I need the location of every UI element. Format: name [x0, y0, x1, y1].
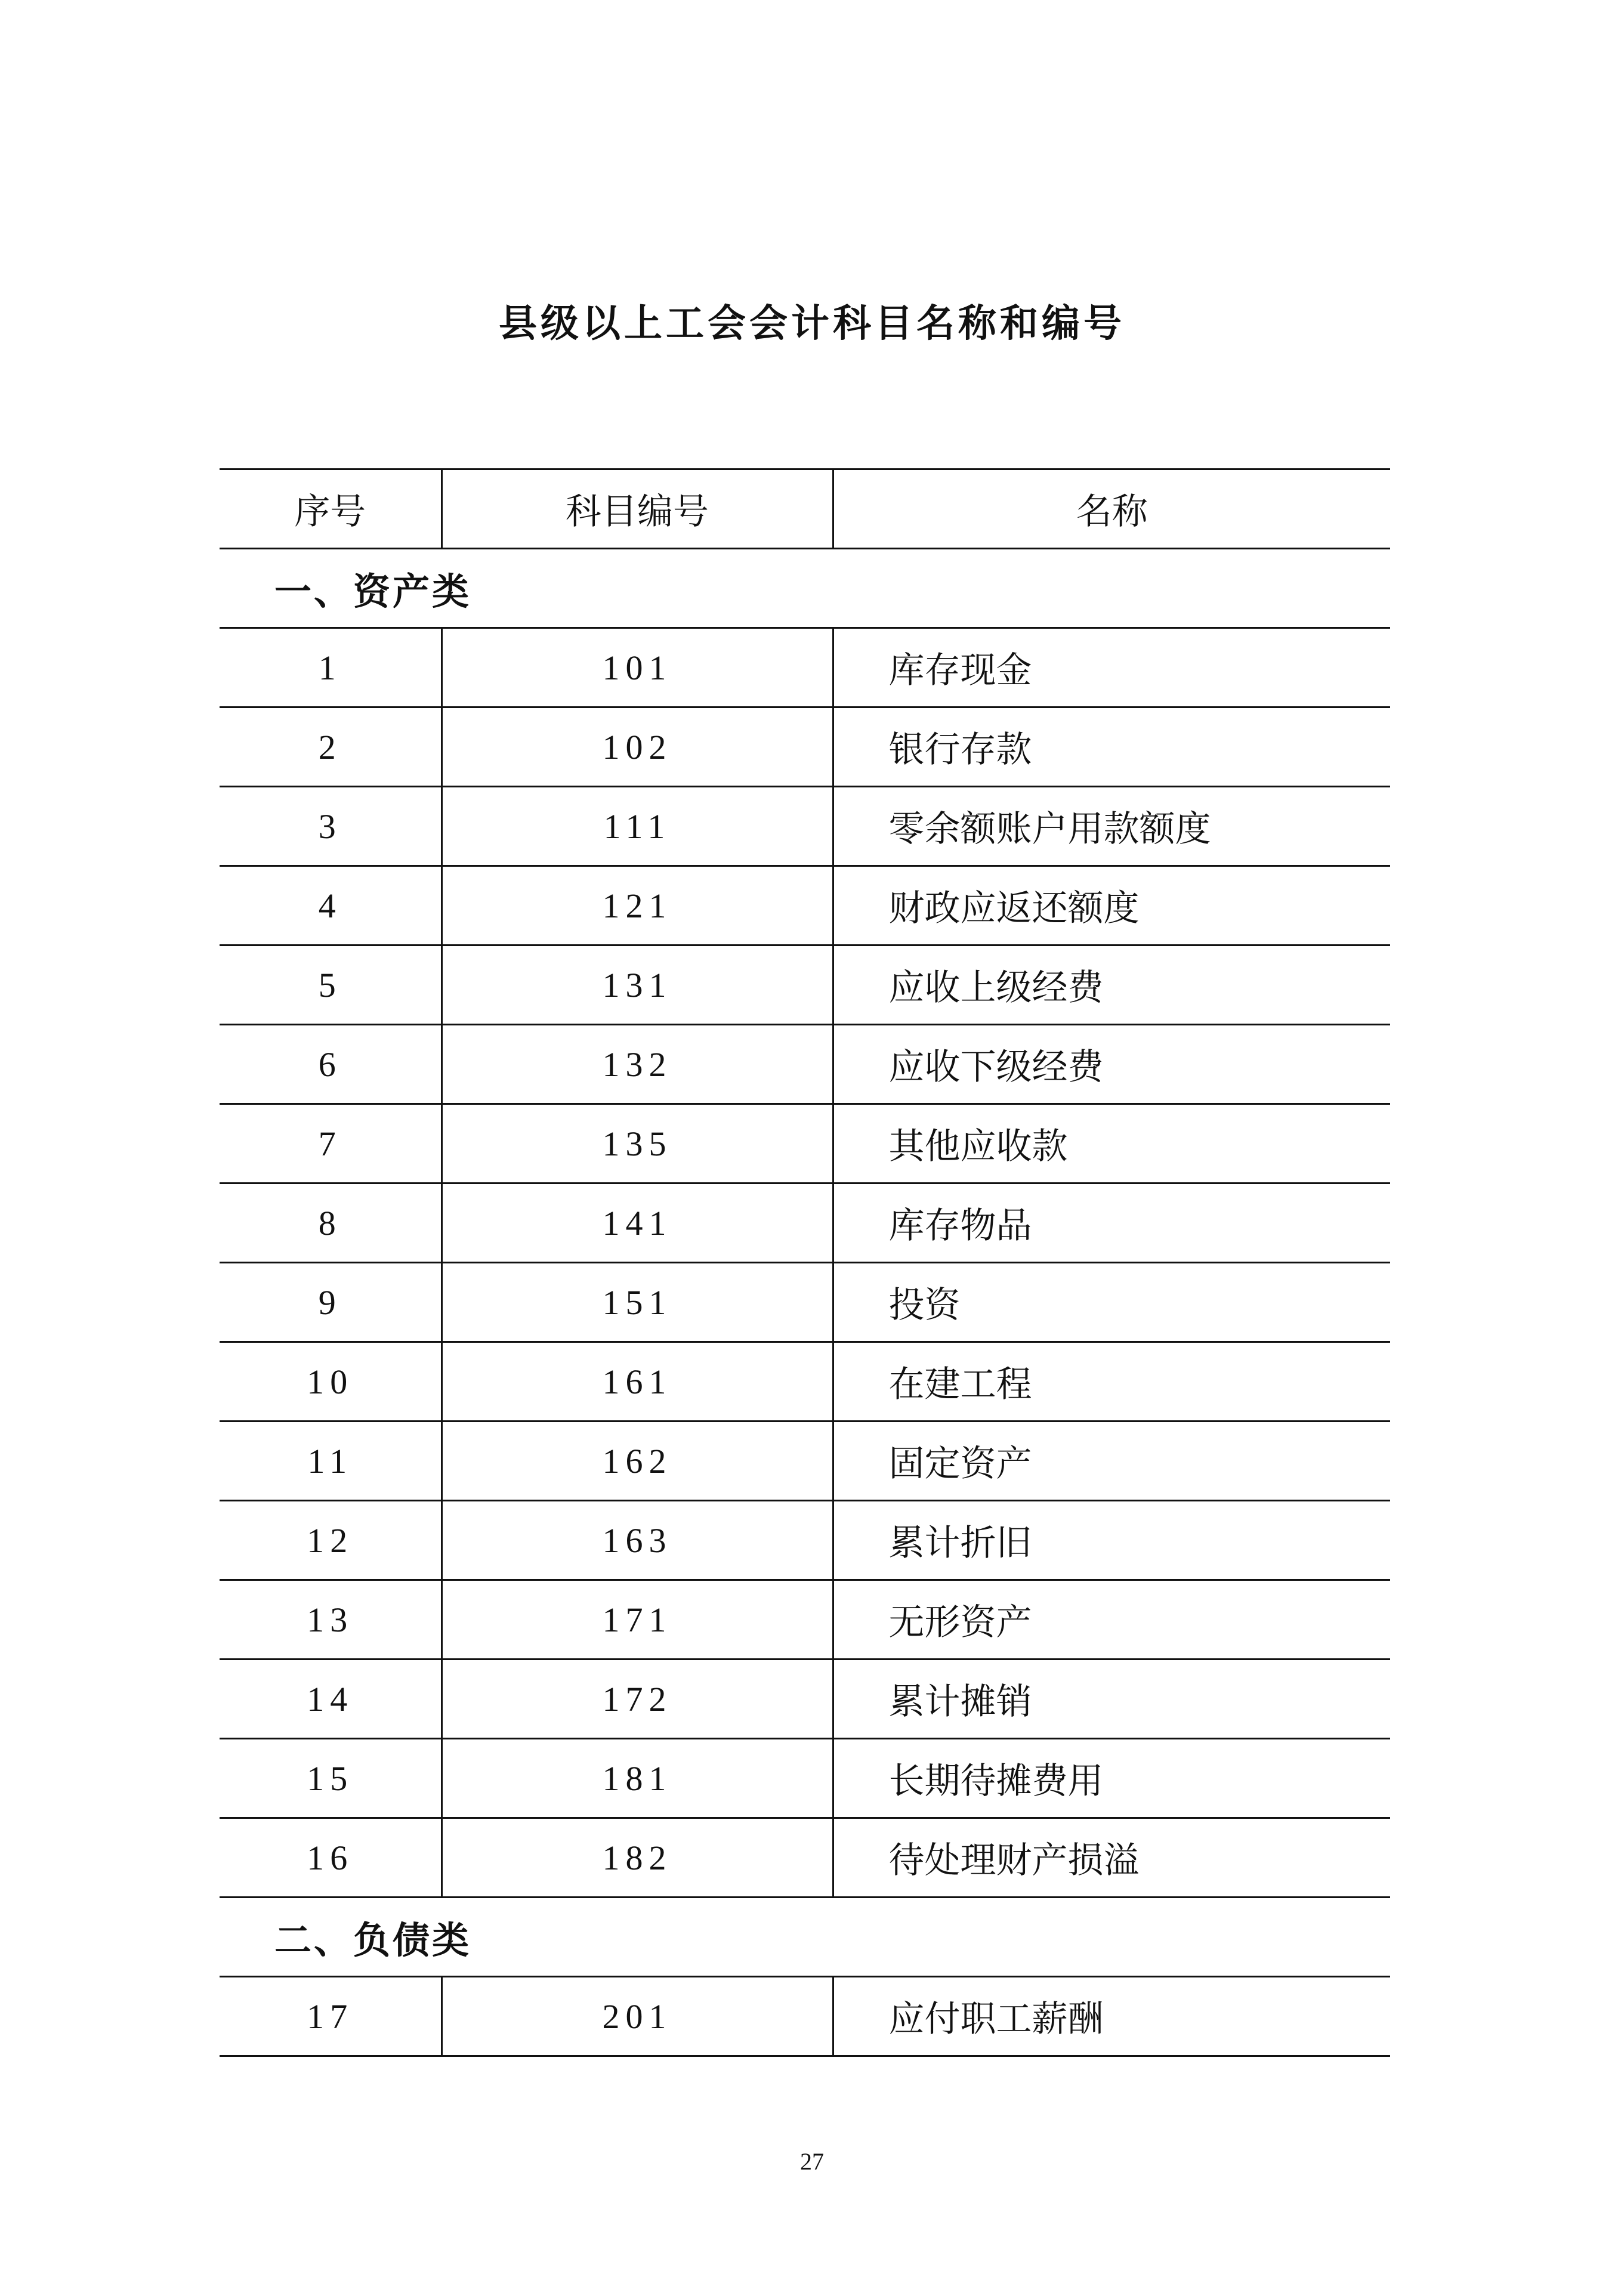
section-row — [220, 549, 1390, 628]
table-row — [220, 628, 1390, 707]
row-name: 银行存款 — [833, 707, 1390, 787]
row-code: 163 — [441, 1501, 833, 1580]
row-seq: 12 — [220, 1501, 441, 1580]
row-seq: 2 — [220, 707, 441, 787]
section-row — [220, 1898, 1390, 1977]
row-code: 121 — [441, 866, 833, 945]
row-seq: 3 — [220, 787, 441, 866]
row-code: 161 — [441, 1342, 833, 1422]
table-row — [220, 866, 1390, 945]
table-body — [220, 549, 1390, 2056]
table-row — [220, 787, 1390, 866]
row-name: 投资 — [833, 1263, 1390, 1342]
row-code: 162 — [441, 1422, 833, 1501]
row-seq: 17 — [220, 1977, 441, 2056]
row-name: 长期待摊费用 — [833, 1739, 1390, 1818]
row-name: 待处理财产损溢 — [833, 1818, 1390, 1898]
row-name: 库存现金 — [833, 628, 1390, 707]
row-name: 固定资产 — [833, 1422, 1390, 1501]
row-seq: 8 — [220, 1183, 441, 1263]
row-seq: 1 — [220, 628, 441, 707]
row-name: 累计摊销 — [833, 1660, 1390, 1739]
row-seq: 9 — [220, 1263, 441, 1342]
table-header-row — [220, 469, 1390, 549]
row-code: 132 — [441, 1025, 833, 1104]
row-name: 累计折旧 — [833, 1501, 1390, 1580]
table-row — [220, 1818, 1390, 1898]
row-name: 无形资产 — [833, 1580, 1390, 1660]
row-name: 应付职工薪酬 — [833, 1977, 1390, 2056]
section-label: 一、资产类 — [220, 549, 1390, 628]
header-name: 名称 — [833, 469, 1390, 549]
row-name: 零余额账户用款额度 — [833, 787, 1390, 866]
table-row — [220, 1739, 1390, 1818]
row-seq: 5 — [220, 945, 441, 1025]
row-code: 181 — [441, 1739, 833, 1818]
table-row — [220, 1422, 1390, 1501]
row-seq: 10 — [220, 1342, 441, 1422]
row-seq: 7 — [220, 1104, 441, 1183]
page-number: 27 — [800, 2148, 824, 2175]
row-code: 141 — [441, 1183, 833, 1263]
section-label: 二、负债类 — [220, 1898, 1390, 1977]
row-seq: 16 — [220, 1818, 441, 1898]
row-seq: 14 — [220, 1660, 441, 1739]
header-code: 科目编号 — [441, 469, 833, 549]
page-title: 县级以上工会会计科目名称和编号 — [499, 301, 1125, 346]
row-name: 在建工程 — [833, 1342, 1390, 1422]
table-row — [220, 1025, 1390, 1104]
row-code: 135 — [441, 1104, 833, 1183]
row-code: 101 — [441, 628, 833, 707]
table-row — [220, 1183, 1390, 1263]
row-name: 库存物品 — [833, 1183, 1390, 1263]
table-row — [220, 707, 1390, 787]
row-name: 应收下级经费 — [833, 1025, 1390, 1104]
row-seq: 15 — [220, 1739, 441, 1818]
row-seq: 6 — [220, 1025, 441, 1104]
table-row — [220, 1342, 1390, 1422]
row-seq: 11 — [220, 1422, 441, 1501]
table-row — [220, 1263, 1390, 1342]
row-seq: 4 — [220, 866, 441, 945]
table-row — [220, 1580, 1390, 1660]
row-code: 111 — [441, 787, 833, 866]
row-code: 102 — [441, 707, 833, 787]
table-row — [220, 1501, 1390, 1580]
row-name: 其他应收款 — [833, 1104, 1390, 1183]
row-code: 151 — [441, 1263, 833, 1342]
header-seq: 序号 — [220, 469, 441, 549]
table-row — [220, 945, 1390, 1025]
table-row — [220, 1977, 1390, 2056]
account-code-table — [220, 468, 1390, 2057]
row-name: 财政应返还额度 — [833, 866, 1390, 945]
row-code: 182 — [441, 1818, 833, 1898]
row-code: 171 — [441, 1580, 833, 1660]
row-code: 131 — [441, 945, 833, 1025]
row-code: 201 — [441, 1977, 833, 2056]
table-row — [220, 1104, 1390, 1183]
row-code: 172 — [441, 1660, 833, 1739]
row-seq: 13 — [220, 1580, 441, 1660]
row-name: 应收上级经费 — [833, 945, 1390, 1025]
table-row — [220, 1660, 1390, 1739]
